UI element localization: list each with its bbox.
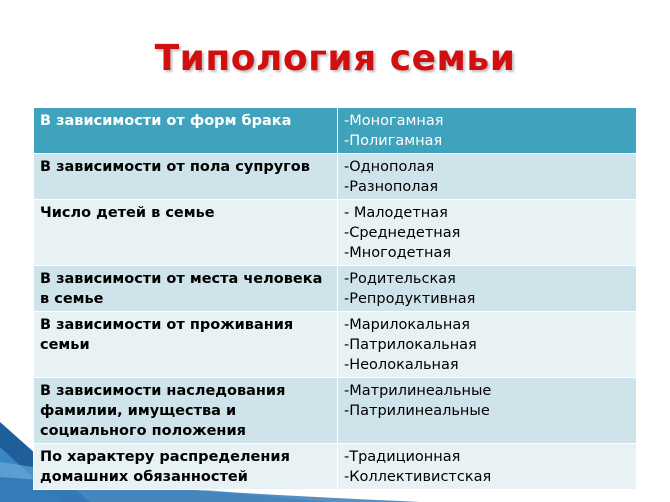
criterion-cell: Число детей в семье <box>34 200 338 266</box>
criterion-cell: В зависимости от места человека в семье <box>34 266 338 312</box>
type-item: -Марилокальная <box>344 317 470 333</box>
type-item: -Среднедетная <box>344 225 461 241</box>
type-item: -Репродуктивная <box>344 291 476 307</box>
criterion-cell: По характеру распределения домашних обязанностей <box>34 444 338 490</box>
types-cell <box>338 444 637 490</box>
table-row <box>34 108 637 154</box>
table-row <box>34 154 637 200</box>
types-cell <box>338 154 637 200</box>
criterion-cell: В зависимости от пола супругов <box>34 154 338 200</box>
type-item: -Неолокальная <box>344 357 459 373</box>
type-item: -Патрилокальная <box>344 337 477 353</box>
types-cell <box>338 200 637 266</box>
criterion-cell: В зависимости от форм брака <box>34 108 338 154</box>
type-item: -Патрилинеальные <box>344 403 490 419</box>
typology-table <box>33 107 637 490</box>
criterion-cell: В зависимости наследования фамилии, имущества и социального положения <box>34 378 338 444</box>
type-item: -Коллективистская <box>344 469 492 485</box>
criterion-cell: В зависимости от проживания семьи <box>34 312 338 378</box>
table-row <box>34 312 637 378</box>
type-item: -Разнополая <box>344 179 439 195</box>
types-cell <box>338 312 637 378</box>
table-row <box>34 444 637 490</box>
table-row <box>34 200 637 266</box>
type-item: -Моногамная <box>344 113 444 129</box>
types-cell <box>338 108 637 154</box>
table-row <box>34 378 637 444</box>
type-item: -Однополая <box>344 159 435 175</box>
table-row <box>34 266 637 312</box>
types-cell <box>338 378 637 444</box>
types-cell <box>338 266 637 312</box>
page-title: Типология семьи <box>154 38 516 79</box>
type-item: - Малодетная <box>344 205 448 221</box>
type-item: -Матрилинеальные <box>344 383 492 399</box>
type-item: -Родительская <box>344 271 456 287</box>
type-item: -Многодетная <box>344 245 452 261</box>
type-item: -Полигамная <box>344 133 443 149</box>
type-item: -Традиционная <box>344 449 461 465</box>
